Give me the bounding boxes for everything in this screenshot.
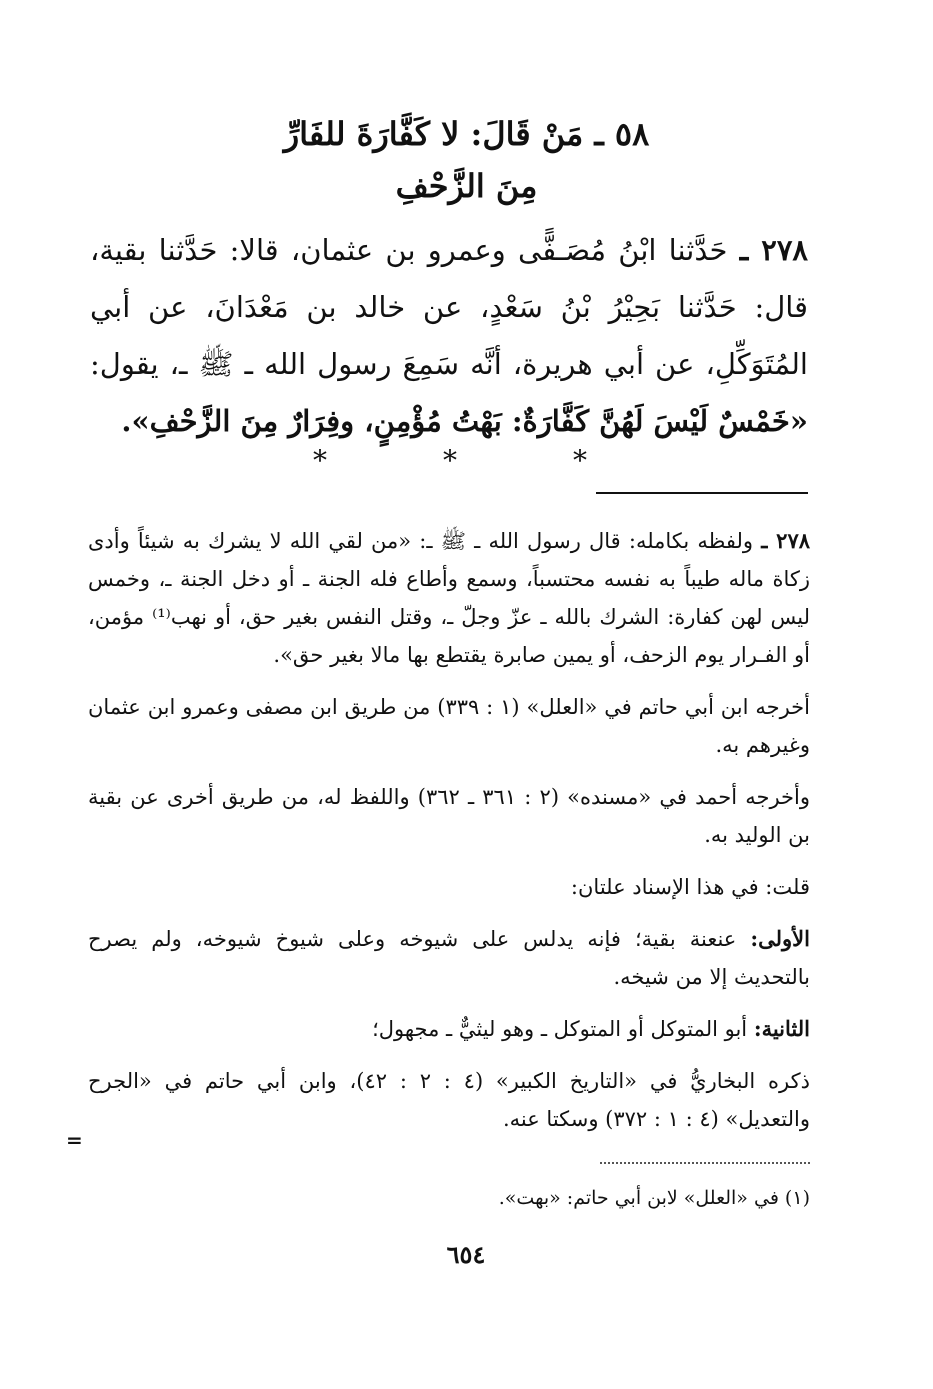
chapter-heading — [150, 108, 783, 212]
commentary-notes — [88, 522, 810, 1152]
separator-star: * — [313, 443, 327, 477]
hadith-isnad: حَدَّثنا ابْنُ مُصَـفًّى وعمرو بن عثمان، قالا: حَدَّثنا بقية، قال: حَدَّثنا بَحِيْرُ بْنُ سَعْدٍ، عن خالد بن مَعْدَانَ، عن أبي المُتَوَكِّلِ، عن أبي هريرة، أنَّه سَمِعَ رسول الله ـ ﷺ ـ، يقول: — [90, 233, 808, 381]
continuation-mark: = — [66, 1128, 83, 1152]
note-number: ٢٧٨ ـ — [761, 528, 811, 553]
note-label: الثانية: — [753, 1016, 810, 1041]
note-paragraph: وأخرجه أحمد في «مسنده» (٢ : ٣٦١ ـ ٣٦٢) واللفظ له، من طريق أخرى عن بقية بن الوليد به. — [88, 785, 810, 847]
note-paragraph: قلت: في هذا الإسناد علتان: — [570, 875, 810, 899]
chapter-title-line-1: ٥٨ ـ مَنْ قَالَ: لا كَفَّارَةَ للفَارِّ — [283, 115, 650, 153]
section-separator — [300, 440, 600, 480]
page-number: ٦٥٤ — [446, 1240, 486, 1269]
chapter-title-line-2: مِنَ الزَّحْفِ — [395, 167, 538, 205]
note-text: عنعنة بقية؛ فإنه يدلس على شيوخه وعلى شيوخ شيوخه، ولم يصرح بالتحديث إلا من شيخه. — [88, 927, 810, 989]
note-text: أبو المتوكل أو المتوكل ـ وهو ليثيٌّ ـ مجهول؛ — [372, 1017, 748, 1041]
note-label: الأولى: — [750, 926, 810, 951]
footnote-divider — [600, 1162, 810, 1164]
note-paragraph — [88, 1010, 810, 1048]
note-paragraph: أخرجه ابن أبي حاتم في «العلل» (١ : ٣٣٩) من طريق ابن مصفى وعمرو ابن عثمان وغيرهم به. — [88, 695, 810, 757]
note-paragraph: ذكره البخاريُّ في «التاريخ الكبير» (٤ : ٢ : ٤٢)، وابن أبي حاتم في «الجرح والتعديل» (٤ : ١ : ٣٧٢) وسكتا عنه. — [88, 1069, 810, 1131]
separator-star: * — [573, 443, 587, 477]
note-text: ولفظه بكامله: قال رسول الله ـ ﷺ ـ: «من لقي الله لا يشرك به شيئاً وأدى زكاة ماله طيباً به نفسه محتسباً، وسمع وأطاع فله الجنة ـ أو دخل الجنة ـ، وخمس ليس لهن كفارة: الشرك بالله ـ عزّ وجلّ ـ، وقتل النفس بغير حق، أو نهب⁽¹⁾ مؤمن، أو الفـرار يوم الزحف، أو يمين صابرة يقتطع بها مالا بغير حق». — [88, 529, 810, 667]
hadith-text — [90, 222, 808, 450]
hadith-number: ٢٧٨ ـ — [739, 233, 809, 267]
note-paragraph — [88, 522, 810, 674]
footnote: (١) في «العلل» لابن أبي حاتم: «بهت». — [498, 1187, 810, 1209]
note-paragraph — [88, 920, 810, 996]
notes-divider — [596, 492, 808, 494]
separator-star: * — [443, 443, 457, 477]
hadith-matn: «خَمْسٌ لَيْسَ لَهُنَّ كَفَّارَةٌ: بَهْتُ مُؤْمِنٍ، وفِرَارٌ مِنَ الزَّحْفِ». — [121, 404, 808, 438]
